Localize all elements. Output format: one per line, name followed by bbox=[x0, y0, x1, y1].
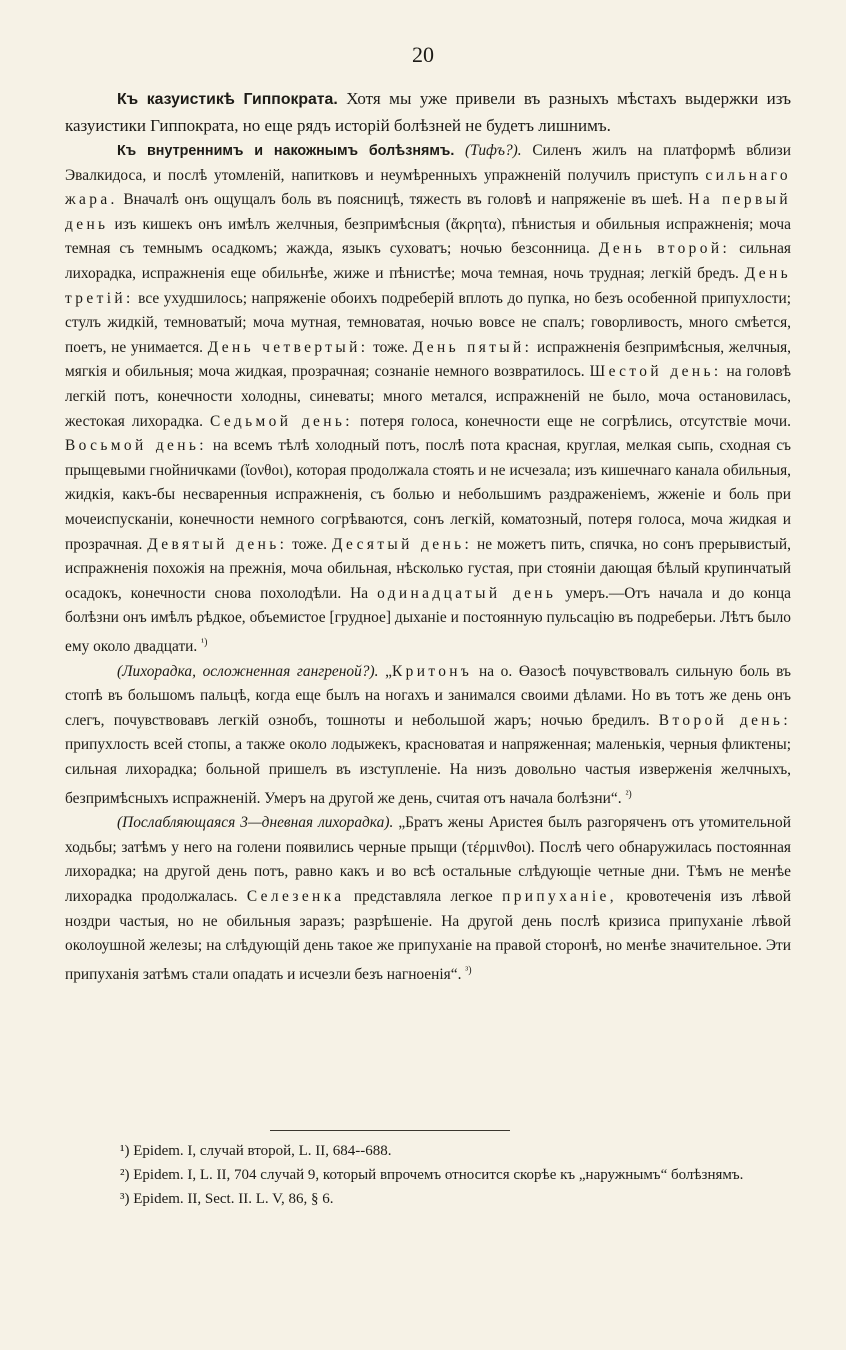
text-run: изъ кишекъ онъ имѣлъ желчныя, безпримѣсныя (ἄκρητα), пѣнистыя и обильныя испражненія; моча темная съ темнымъ осадкомъ; жажда, языкъ суховатъ; ночью безсонница. bbox=[65, 215, 791, 258]
footnote: ³) Epidem. II, Sect. II. L. V, 86, § 6. bbox=[120, 1191, 334, 1207]
text-run: не можетъ пить, спячка, но сонъ прерывистый, испражненія похожія на прежнія, моча обильная, нѣсколько густая, при стояніи дающая бѣлый крупинчатый осадокъ, конечности снова похолодѣли. bbox=[65, 535, 791, 602]
spaced-term: Критонъ bbox=[391, 662, 473, 680]
paragraph-case-gangrene bbox=[65, 660, 791, 812]
footnote-ref: ¹) bbox=[201, 636, 208, 648]
paragraph-text: Хотя мы уже привели въ разныхъ мѣстахъ выдержки изъ казуистики Гиппократа, но еще рядъ исторій болѣзней не будетъ лишнимъ. bbox=[65, 89, 792, 135]
spaced-term: припуханіе, bbox=[502, 888, 617, 906]
case-title: (Послабляющаяся 3—дневная лихорадка). bbox=[117, 814, 394, 832]
footnote-ref: ³) bbox=[465, 964, 472, 976]
footnote-ref: ²) bbox=[625, 788, 632, 800]
spaced-term: Седьмой день: bbox=[210, 412, 353, 430]
text-run: припухлость всей стопы, а также около лодыжекъ, красноватая и напряженная; маленькія, черныя фликтены; сильная лихорадка; больной пришелъ въ изступленіе. На низъ довольно частыя изверженія желчныхъ, безпримѣсныхъ испражненій. Умеръ на другой же день, считая отъ начала болѣзни“. bbox=[65, 736, 791, 807]
footnote: ¹) Epidem. I, случай второй, L. II, 684--688. bbox=[120, 1143, 392, 1159]
footnotes bbox=[100, 1130, 790, 1211]
text-run: испражненія безпримѣсныя, желчныя, мягкія и обильныя; моча жидкая, прозрачная; сознаніе немного возвратилось. bbox=[65, 338, 791, 381]
main-text bbox=[65, 86, 791, 988]
spaced-term: Шестой день: bbox=[589, 363, 722, 381]
text-run: „Братъ жены Аристея былъ разгоряченъ отъ утомительной ходьбы; затѣмъ у него на голени появились черные прыщи (τέρμινθοι). Послѣ чего обнаружилась постоянная лихорадка; на другой день потъ, равно какъ и во всѣ остальные слѣдующіе четные дни. Тѣмъ не менѣе лихорадка продолжалась. bbox=[65, 814, 791, 906]
page-number: 20 bbox=[412, 42, 434, 67]
spaced-term: День четвертый: bbox=[207, 338, 369, 356]
section-heading: Къ казуистикѣ Гиппократа. bbox=[117, 91, 338, 108]
spaced-term: Девятый день: bbox=[147, 535, 288, 553]
text-run: на всемъ тѣлѣ холодный потъ, послѣ пота красная, круглая, мелкая сыпь, сходная съ прыщевыми гнойничками (ἴονθοι), которая продолжала стоять и не исчезала; изъ кишечнаго канала обильныя, жидкія, какъ-бы несваренныя испражненія, съ болью и небольшимъ раздраженіемъ, жженіе и боль при мочеиспусканіи, конечности немного согрѣваются, сонъ легкій, коматозный, потеря голоса, моча жидкая и прозрачная. bbox=[65, 437, 791, 553]
case-title: (Лихорадка, осложненная гангреной?). bbox=[117, 662, 379, 680]
text-run: кровотеченія изъ лѣвой ноздри частыя, но не обильныя заразъ; разрѣшеніе. На другой день послѣ кризиса припуханіе лѣвой околоушной железы; на слѣдующій день такое же припуханіе на правой сторонѣ, но менѣе значительное. Эти припуханія затѣмъ стали опадать и исчезли безъ нагноенія“. bbox=[65, 888, 791, 983]
spaced-term: Десятый день: bbox=[331, 535, 473, 553]
spaced-term: одинадцатый день bbox=[377, 584, 557, 602]
text-run: Вначалѣ онъ ощущалъ боль въ поясницѣ, тяжесть въ головѣ и напряженіе въ шеѣ. bbox=[123, 191, 683, 209]
text-run: „ bbox=[385, 662, 392, 680]
text-run: представляла легкое bbox=[353, 888, 493, 906]
text-run: Силенъ жилъ на платформѣ вблизи Эвалкидоса, и послѣ утомленій, напитковъ и неумѣренныхъ упражненій получилъ приступъ bbox=[65, 142, 791, 184]
spaced-term: Второй день: bbox=[658, 711, 791, 729]
spaced-term: День пятый: bbox=[412, 338, 533, 356]
spaced-term: Селезенка bbox=[246, 888, 345, 906]
footnote-divider bbox=[270, 1130, 510, 1131]
paragraph-intro bbox=[65, 86, 791, 139]
spaced-term: День третій: bbox=[65, 264, 791, 307]
paragraph-case-fever bbox=[65, 811, 791, 987]
paragraph-case-typhus bbox=[65, 139, 791, 660]
case-title: (Тифъ?). bbox=[465, 142, 522, 159]
text-run: умеръ.—Отъ начала и до конца болѣзни онъ имѣлъ рѣдкое, объемистое [грудное] дыханіе и постоянную пульсацію въ подреберьи. Лѣтъ было ему около двадцати. bbox=[65, 584, 791, 655]
text-run: на о. Өазосѣ почувствовалъ сильную боль въ стопѣ въ большомъ пальцѣ, когда еще былъ на ногахъ и занимался своими дѣлами. Но въ тотъ же день онъ слегъ, почувствовавъ легкій ознобъ, тошноты и небольшой жаръ; ночью бредилъ. bbox=[65, 662, 791, 729]
spaced-term: Восьмой день: bbox=[65, 437, 207, 455]
spaced-term: На первый день bbox=[65, 191, 791, 233]
text-run: тоже. bbox=[292, 535, 328, 553]
text-run: сильная лихорадка, испражненія еще обильнѣе, жиже и пѣнистѣе; моча темная, ночь трудная; легкій бредъ. bbox=[65, 240, 791, 282]
spaced-term: сильнаго жара. bbox=[65, 166, 791, 209]
text-run: на головѣ легкій потъ, конечности холодны, синеваты; много метался, испражненій не было, моча остановилась, жестокая лихорадка. bbox=[65, 363, 791, 430]
spaced-term: День второй: bbox=[598, 240, 731, 258]
text-run: тоже. bbox=[373, 338, 409, 356]
text-run: потеря голоса, конечности еще не согрѣлись, отсутствіе мочи. bbox=[360, 412, 791, 430]
footnote: ²) Epidem. I, L. II, 704 случай 9, который впрочемъ относится скорѣе къ „наружнымъ“ болѣзнямъ. bbox=[120, 1167, 744, 1183]
text-run: все ухудшилось; напряженіе обоихъ подреберій вплоть до пупка, но безъ особенной припухлости; стулъ жидкій, темноватый; моча мутная, темноватая, ночью вовсе не спалъ; говорливость, много смѣется, поетъ, не унимается. bbox=[65, 289, 791, 356]
text-run: На bbox=[350, 584, 369, 602]
section-heading: Къ внутреннимъ и накожнымъ болѣзнямъ. bbox=[117, 143, 455, 159]
